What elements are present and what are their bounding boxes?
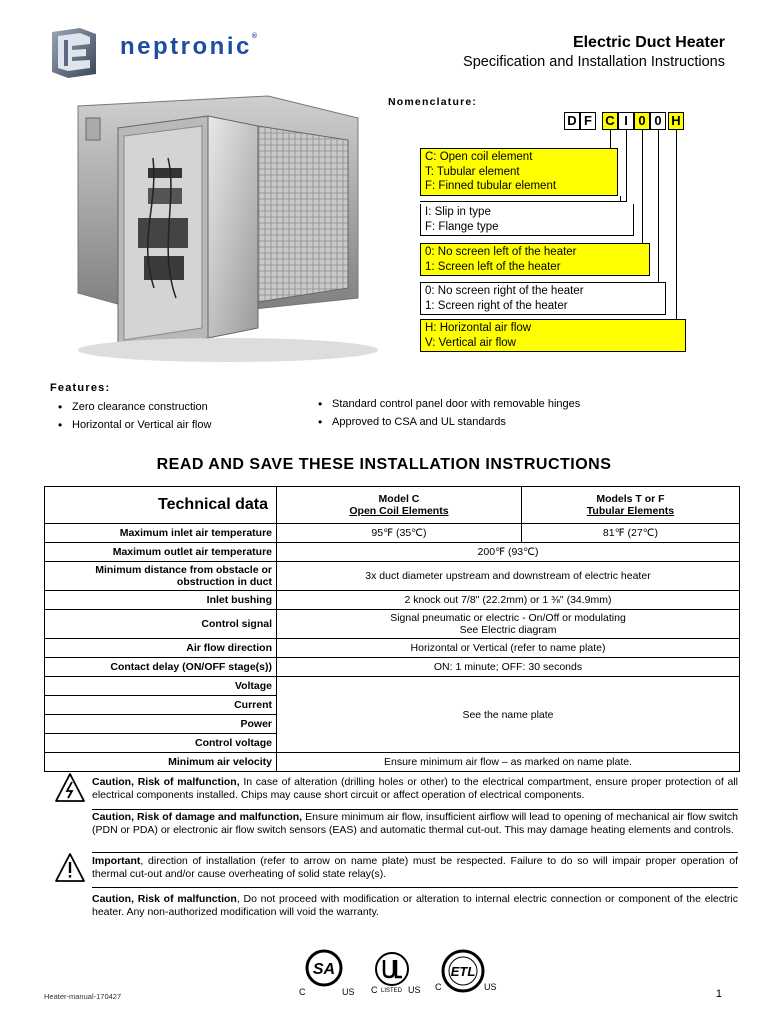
code-digit-left-screen: 0 [634, 112, 650, 130]
row-value: Signal pneumatic or electric - On/Off or modulating See Electric diagram [277, 610, 740, 639]
row-value: 3x duct diameter upstream and downstream of electric heater [277, 562, 740, 591]
row-label: Current [45, 696, 277, 715]
svg-text:ETL: ETL [450, 964, 476, 979]
document-title: Electric Duct Heater [572, 34, 725, 51]
row-label: Contact delay (ON/OFF stage(s)) [45, 658, 277, 677]
table-row [45, 524, 740, 543]
column-models-t-f: Models T or F Tubular Elements [521, 487, 739, 524]
brand-name: neptronic® [120, 33, 258, 60]
code-letter-d: D [564, 112, 580, 130]
leader-line [676, 130, 677, 320]
document-reference: Heater-manual-170427 [44, 992, 122, 1001]
row-label: Maximum inlet air temperature [45, 524, 277, 543]
installation-heading: READ AND SAVE THESE INSTALLATION INSTRUCTIONS [156, 456, 612, 473]
neptronic-logo-icon [50, 26, 98, 78]
row-label: Inlet bushing [45, 591, 277, 610]
table-row [45, 639, 740, 658]
code-letter-airflow: H [668, 112, 684, 130]
row-value: ON: 1 minute; OFF: 30 seconds [277, 658, 740, 677]
caution-malfunction: Caution, Risk of malfunction, In case of alteration (drilling holes or other) to the electrical compartment, ensure proper protection of all electrical components installed. Chips may cause short circuit or affect operation of electrical components. [92, 776, 738, 802]
row-label: Maximum outlet air temperature [45, 543, 277, 562]
row-label: Control voltage [45, 734, 277, 753]
leader-line [420, 201, 627, 202]
nomenclature-label: Nomenclature: [388, 96, 478, 108]
nomenclature-right-screen-group: 0: No screen right of the heater 1: Screen right of the heater [420, 282, 666, 315]
row-value: Ensure minimum air flow – as marked on name plate. [277, 753, 740, 772]
table-row [45, 677, 740, 696]
leader-line [626, 130, 627, 202]
svg-text:SA: SA [312, 961, 336, 978]
table-header-row [45, 487, 740, 524]
leader-line [642, 130, 643, 243]
row-label: Voltage [45, 677, 277, 696]
duct-heater-photo [58, 88, 388, 368]
row-value: 200℉ (93℃) [277, 543, 740, 562]
technical-data-table [44, 486, 740, 772]
ul-logo-icon [372, 950, 412, 988]
nomenclature-element-group: C: Open coil element T: Tubular element F: Finned tubular element [420, 148, 618, 196]
row-label: Power [45, 715, 277, 734]
leader-line [620, 196, 621, 202]
caution-modification: Caution, Risk of malfunction, Do not proceed with modification or alteration to internal electric connection or component of the electric heater. Any non-authorized modification will void the warranty. [92, 893, 738, 919]
caution-divider [92, 887, 738, 888]
code-letter-f: F [580, 112, 596, 130]
table-row [45, 658, 740, 677]
code-digit-right-screen: 0 [650, 112, 666, 130]
feature-item: • Approved to CSA and UL standards [332, 416, 506, 428]
warning-icon [54, 852, 86, 884]
csa-us-label: US [342, 987, 355, 997]
ul-us-label: US [408, 985, 421, 995]
ul-listed-label: LISTED [381, 988, 403, 994]
table-row [45, 753, 740, 772]
table-row [45, 562, 740, 591]
etl-c-label: C [435, 982, 442, 992]
csa-logo-icon [304, 948, 348, 988]
row-label: Minimum air velocity [45, 753, 277, 772]
column-model-c: Model C Open Coil Elements [277, 487, 522, 524]
feature-item: • Zero clearance construction [72, 401, 208, 413]
code-letter-type: I [618, 112, 634, 130]
ul-c-label: C [371, 985, 378, 995]
table-row [45, 591, 740, 610]
features-label: Features: [50, 382, 111, 394]
leader-line [658, 130, 659, 282]
feature-item: • Horizontal or Vertical air flow [72, 419, 211, 431]
row-value: Horizontal or Vertical (refer to name plate) [277, 639, 740, 658]
electrical-hazard-icon [54, 772, 86, 804]
leader-line [610, 130, 611, 149]
nomenclature-left-screen-group: 0: No screen left of the heater 1: Screen left of the heater [420, 243, 650, 276]
table-row [45, 610, 740, 639]
row-value: See the name plate [277, 677, 740, 753]
row-label: Control signal [45, 610, 277, 639]
etl-us-label: US [484, 982, 497, 992]
row-value: 81℉ (27℃) [521, 524, 739, 543]
row-value: 95℉ (35℃) [277, 524, 522, 543]
nomenclature-type-group: I: Slip in type F: Flange type [420, 204, 634, 236]
table-title: Technical data [45, 487, 277, 524]
caution-divider [92, 852, 738, 853]
code-letter-element: C [602, 112, 618, 130]
page-number: 1 [715, 988, 722, 1000]
row-label: Minimum distance from obstacle or obstruction in duct [45, 562, 277, 591]
etl-logo-icon [440, 948, 486, 994]
caution-important: Important, direction of installation (refer to arrow on name plate) must be respected. Failure to do so will impair proper operation of thermal cut-out and/or cause overheating of solid state relay(s). [92, 855, 738, 881]
caution-damage-malfunction: Caution, Risk of damage and malfunction, Ensure minimum air flow, insufficient airflow will lead to opening of mechanical air flow switch (PDN or PDA) or electronic air flow switch sensors (EAS) and automatic thermal cut-out. This may damage heating elements and controls. [92, 811, 738, 837]
table-row [45, 543, 740, 562]
caution-divider [92, 809, 738, 810]
feature-item: • Standard control panel door with removable hinges [332, 398, 580, 410]
nomenclature-airflow-group: H: Horizontal air flow V: Vertical air flow [420, 319, 686, 352]
document-subtitle: Specification and Installation Instructions [463, 54, 725, 70]
row-value: 2 knock out 7/8" (22.2mm) or 1 ⅜" (34.9mm) [277, 591, 740, 610]
csa-c-label: C [299, 987, 306, 997]
row-label: Air flow direction [45, 639, 277, 658]
